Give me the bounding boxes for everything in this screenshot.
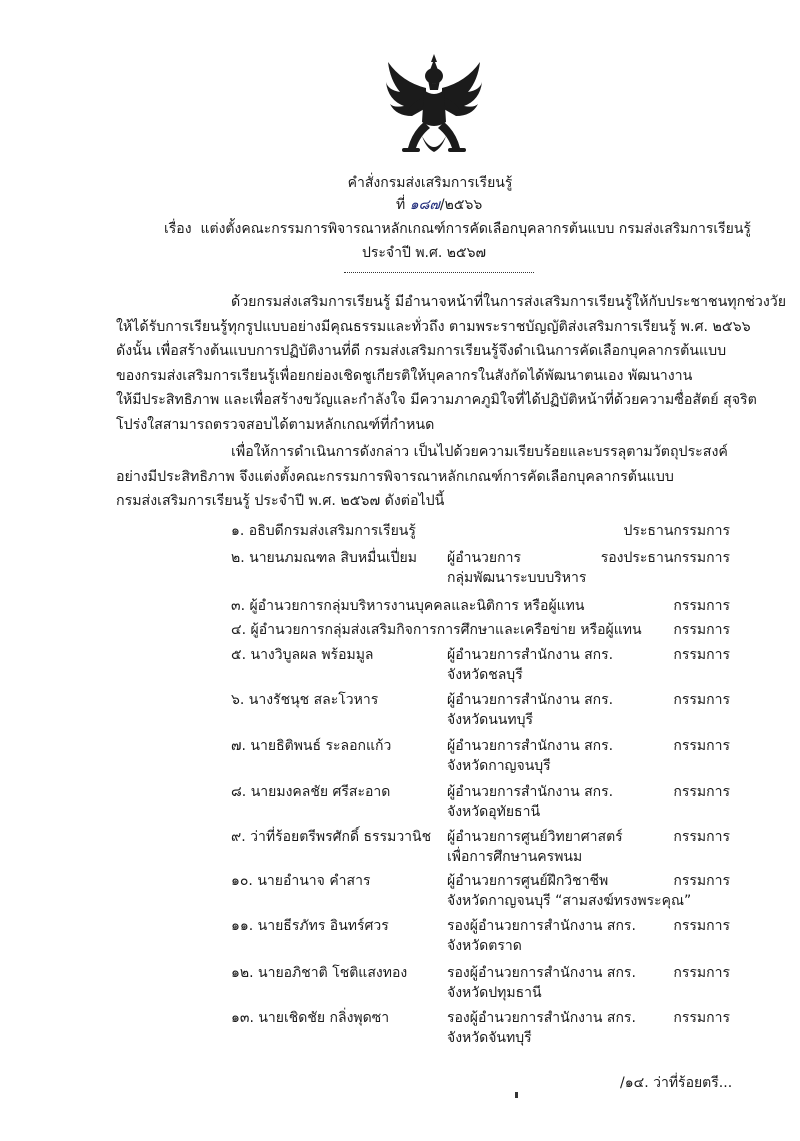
member-position-line: จังหวัดชลบุรี [447, 667, 523, 683]
member-row [0, 1008, 800, 1048]
member-role: กรรมการ [673, 647, 730, 663]
member-row [0, 963, 800, 1003]
member-role: รองประธานกรรมการ [600, 550, 730, 566]
member-row [0, 548, 800, 588]
member-name: ๓. ผู้อำนวยการกลุ่มบริหารงานบุคคลและนิติการ หรือผู้แทน [231, 598, 585, 614]
subject-text-2: ประจำปี พ.ศ. ๒๕๖๗ [362, 245, 487, 261]
member-role: กรรมการ [673, 738, 730, 754]
paragraph-1 [116, 290, 786, 438]
member-name: ๔. ผู้อำนวยการกลุ่มส่งเสริมกิจการการศึกษาและเครือข่าย หรือผู้แทน [231, 622, 642, 638]
member-name: ๖. นางรัชนุช สละโวหาร [231, 692, 379, 708]
member-position [447, 645, 613, 685]
order-number-handwritten: ๑๘๗ [409, 197, 440, 213]
paragraph-1-line: ให้ได้รับการเรียนรู้ทุกรูปแบบอย่างมีคุณธรรมและทั่วถึง ตามพระราชบัญญัติส่งเสริมการเรียนรู้ พ.ศ. ๒๕๖๖ [116, 318, 751, 335]
member-position-line: จังหวัดตราด [447, 938, 522, 954]
member-position [447, 690, 613, 730]
member-name: ๘. นายมงคลชัย ศรีสะอาด [231, 784, 391, 800]
member-role: กรรมการ [673, 873, 730, 889]
paragraph-2-line: กรมส่งเสริมการเรียนรู้ ประจำปี พ.ศ. ๒๕๖๗ ดังต่อไปนี้ [116, 493, 445, 510]
member-position-line: ผู้อำนวยการสำนักงาน สกร. [447, 647, 614, 663]
member-row [0, 916, 800, 956]
paragraph-1-line: โปร่งใสสามารถตรวจสอบได้ตามหลักเกณฑ์ที่กำหนด [116, 416, 435, 433]
member-position-line: รองผู้อำนวยการสำนักงาน สกร. [447, 1010, 636, 1026]
member-position-line: จังหวัดอุทัยธานี [447, 804, 541, 820]
member-role: กรรมการ [673, 918, 730, 934]
member-position-line: จังหวัดนนทบุรี [447, 712, 533, 728]
paragraph-1-line: ให้มีประสิทธิภาพ และเพื่อสร้างขวัญและกำลังใจ มีความภาคภูมิใจที่ได้ปฏิบัติหน้าที่ด้วยความซื่อสัตย์ สุจริต [116, 392, 757, 409]
paragraph-1-line: ของกรมส่งเสริมการเรียนรู้เพื่อยกย่องเชิดชูเกียรติให้บุคลากรในสังกัดได้พัฒนาตนเอง พัฒนางาน [116, 367, 693, 384]
member-position [447, 736, 613, 776]
member-position-line: ผู้อำนวยการศูนย์ฝึกวิชาชีพ [447, 873, 609, 889]
subject-text-1: แต่งตั้งคณะกรรมการพิจารณาหลักเกณฑ์การคัดเลือกบุคลากรต้นแบบ กรมส่งเสริมการเรียนรู้ [200, 221, 751, 237]
member-position-line: จังหวัดปทุมธานี [447, 985, 542, 1001]
member-position [447, 916, 636, 956]
member-name: ๙. ว่าที่ร้อยตรีพรศักดิ์ ธรรมวานิช [231, 829, 432, 845]
member-position [447, 548, 586, 588]
subject-label: เรื่อง [164, 221, 192, 237]
order-title: คำสั่งกรมส่งเสริมการเรียนรู้ [347, 175, 513, 191]
member-position [447, 782, 613, 822]
member-position [447, 963, 636, 1003]
member-role: กรรมการ [673, 965, 730, 981]
member-position [447, 871, 691, 911]
member-position-line: จังหวัดกาญจนบุรี “สามสงฆ์ทรงพระคุณ” [447, 893, 692, 909]
member-position-line: ผู้อำนวยการสำนักงาน สกร. [447, 784, 614, 800]
member-name: ๕. นางวิบูลผล พร้อมมูล [231, 647, 374, 663]
order-number-prefix: ที่ [396, 197, 410, 213]
member-position-line: รองผู้อำนวยการสำนักงาน สกร. [447, 918, 636, 934]
paragraph-1-line: ด้วยกรมส่งเสริมการเรียนรู้ มีอำนาจหน้าที่ในการส่งเสริมการเรียนรู้ให้กับประชาชนทุกช่วงวัย [231, 294, 787, 310]
order-number [396, 196, 482, 214]
continuation-note: /๑๔. ว่าที่ร้อยตรี... [620, 1075, 733, 1091]
paragraph-2-line: อย่างมีประสิทธิภาพ จึงแต่งตั้งคณะกรรมการพิจารณาหลักเกณฑ์การคัดเลือกบุคลากรต้นแบบ [116, 468, 674, 485]
header-divider [344, 272, 534, 273]
member-role: กรรมการ [673, 784, 730, 800]
member-row [0, 645, 800, 685]
member-role: ประธานกรรมการ [623, 523, 730, 539]
member-position-line: ผู้อำนวยการสำนักงาน สกร. [447, 692, 614, 708]
member-position-line: จังหวัดจันทบุรี [447, 1030, 532, 1046]
member-role: กรรมการ [673, 829, 730, 845]
member-position-line: เพื่อการศึกษานครพนม [447, 849, 583, 865]
member-name: ๑๐. นายอำนาจ คำสาร [231, 873, 371, 889]
paragraph-2-line: เพื่อให้การดำเนินการดังกล่าว เป็นไปด้วยความเรียบร้อยและบรรลุตามวัตถุประสงค์ [231, 444, 728, 460]
member-role: กรรมการ [673, 622, 730, 638]
member-name: ๑๑. นายธีรภัทร อินทร์ศวร [231, 918, 389, 934]
member-name: ๑. อธิบดีกรมส่งเสริมการเรียนรู้ [231, 523, 416, 539]
member-name: ๒. นายนภมณฑล สิบหมื่นเปี่ยม [231, 550, 417, 566]
member-row [0, 827, 800, 867]
subject-line [164, 220, 751, 238]
paragraph-1-line: ดังนั้น เพื่อสร้างต้นแบบการปฏิบัติงานที่ดี กรมส่งเสริมการเรียนรู้จึงดำเนินการคัดเลือกบุคลากรต้นแบบ [116, 343, 727, 360]
garuda-emblem-icon [382, 52, 486, 162]
member-role: กรรมการ [673, 1010, 730, 1026]
member-position-line: ผู้อำนวยการศูนย์วิทยาศาสตร์ [447, 829, 623, 845]
member-role: กรรมการ [673, 692, 730, 708]
member-position-line: ผู้อำนวยการ [447, 550, 521, 566]
page-mark [515, 1092, 518, 1098]
member-position [447, 1008, 636, 1048]
order-number-year: /๒๕๖๖ [439, 197, 483, 213]
paragraph-2 [116, 440, 728, 514]
member-name: ๑๒. นายอภิชาติ โชติแสงทอง [231, 965, 408, 981]
member-role: กรรมการ [673, 598, 730, 614]
member-position-line: ผู้อำนวยการสำนักงาน สกร. [447, 738, 614, 754]
member-name: ๑๓. นายเชิดชัย กลิ่งพุดซา [231, 1010, 390, 1026]
member-row [0, 736, 800, 776]
member-position-line: กลุ่มพัฒนาระบบบริหาร [447, 570, 587, 586]
member-row [0, 782, 800, 822]
member-position [447, 827, 623, 867]
member-row [0, 690, 800, 730]
member-position-line: จังหวัดกาญจนบุรี [447, 758, 551, 774]
member-name: ๗. นายธิติพนธ์ ระลอกแก้ว [231, 738, 392, 754]
member-position-line: รองผู้อำนวยการสำนักงาน สกร. [447, 965, 636, 981]
member-row [0, 871, 800, 911]
